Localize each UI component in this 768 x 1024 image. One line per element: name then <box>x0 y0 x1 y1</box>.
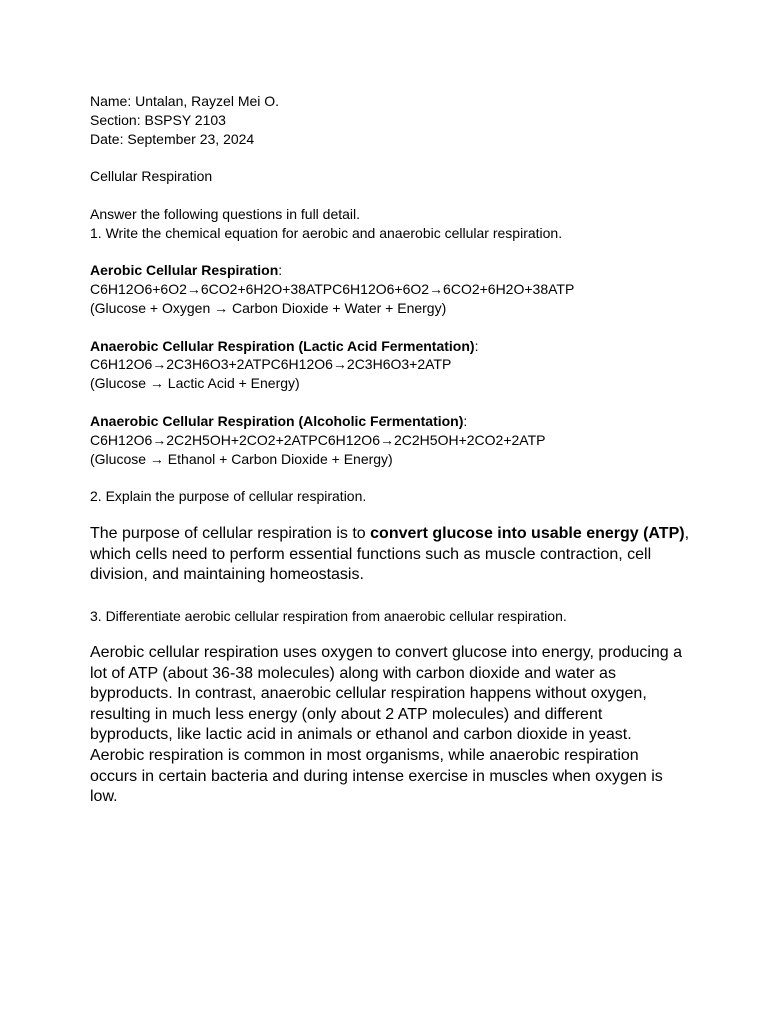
student-name: Name: Untalan, Rayzel Mei O. <box>90 93 280 109</box>
document-date: Date: September 23, 2024 <box>90 131 255 147</box>
lactic-heading: Anaerobic Cellular Respiration (Lactic Acid Fermentation) <box>90 338 475 354</box>
aerobic-equation: C6H12O6+6O2→6CO2+6H2O+38ATPC6H12O6+6O2→6CO2+6H2O+38ATP <box>90 281 575 297</box>
question-3: 3. Differentiate aerobic cellular respiration from anaerobic cellular respiration. <box>90 608 567 624</box>
answer-2 <box>90 524 690 586</box>
alcoholic-equation: C6H12O6→2C2H5OH+2CO2+2ATPC6H12O6→2C2H5OH+2CO2+2ATP <box>90 432 546 448</box>
answer-2-post: , which cells need to perform essential functions such as muscle contraction, cell division, and maintaining homeostasis. <box>90 525 690 584</box>
student-section: Section: BSPSY 2103 <box>90 112 226 128</box>
alcoholic-heading-line: Anaerobic Cellular Respiration (Alcoholic Fermentation): <box>90 413 468 429</box>
lactic-heading-line: Anaerobic Cellular Respiration (Lactic Acid Fermentation): <box>90 338 479 354</box>
alcoholic-heading: Anaerobic Cellular Respiration (Alcoholic Fermentation) <box>90 413 464 429</box>
answer-2-pre: The purpose of cellular respiration is to <box>90 525 371 542</box>
question-1: 1. Write the chemical equation for aerobic and anaerobic cellular respiration. <box>90 225 563 241</box>
aerobic-word-equation: (Glucose + Oxygen → Carbon Dioxide + Water + Energy) <box>90 300 447 316</box>
alcoholic-word-equation: (Glucose → Ethanol + Carbon Dioxide + Energy) <box>90 451 393 467</box>
aerobic-heading-line: Aerobic Cellular Respiration: <box>90 262 283 278</box>
question-2: 2. Explain the purpose of cellular respiration. <box>90 488 367 504</box>
answer-2-bold: convert glucose into usable energy (ATP) <box>370 525 685 542</box>
aerobic-heading: Aerobic Cellular Respiration <box>90 262 279 278</box>
answer-3: Aerobic cellular respiration uses oxygen to convert glucose into energy, producing a lot of ATP (about 36-38 molecules) along with carbon dioxide and water as byproducts. In contrast, anaerobic cellular respiration happens without oxygen, resulting in much less energy (only about 2 ATP molecules) and different byproducts, like lactic acid in animals or ethanol and carbon dioxide in yeast. Aerobic respiration is common in most organisms, while anaerobic respiration occurs in certain bacteria and during intense exercise in muscles when oxygen is low. <box>90 644 683 806</box>
lactic-equation: C6H12O6→2C3H6O3+2ATPC6H12O6→2C3H6O3+2ATP <box>90 356 452 372</box>
lactic-word-equation: (Glucose → Lactic Acid + Energy) <box>90 375 300 391</box>
document-title: Cellular Respiration <box>90 168 213 184</box>
instructions: Answer the following questions in full detail. <box>90 206 361 222</box>
